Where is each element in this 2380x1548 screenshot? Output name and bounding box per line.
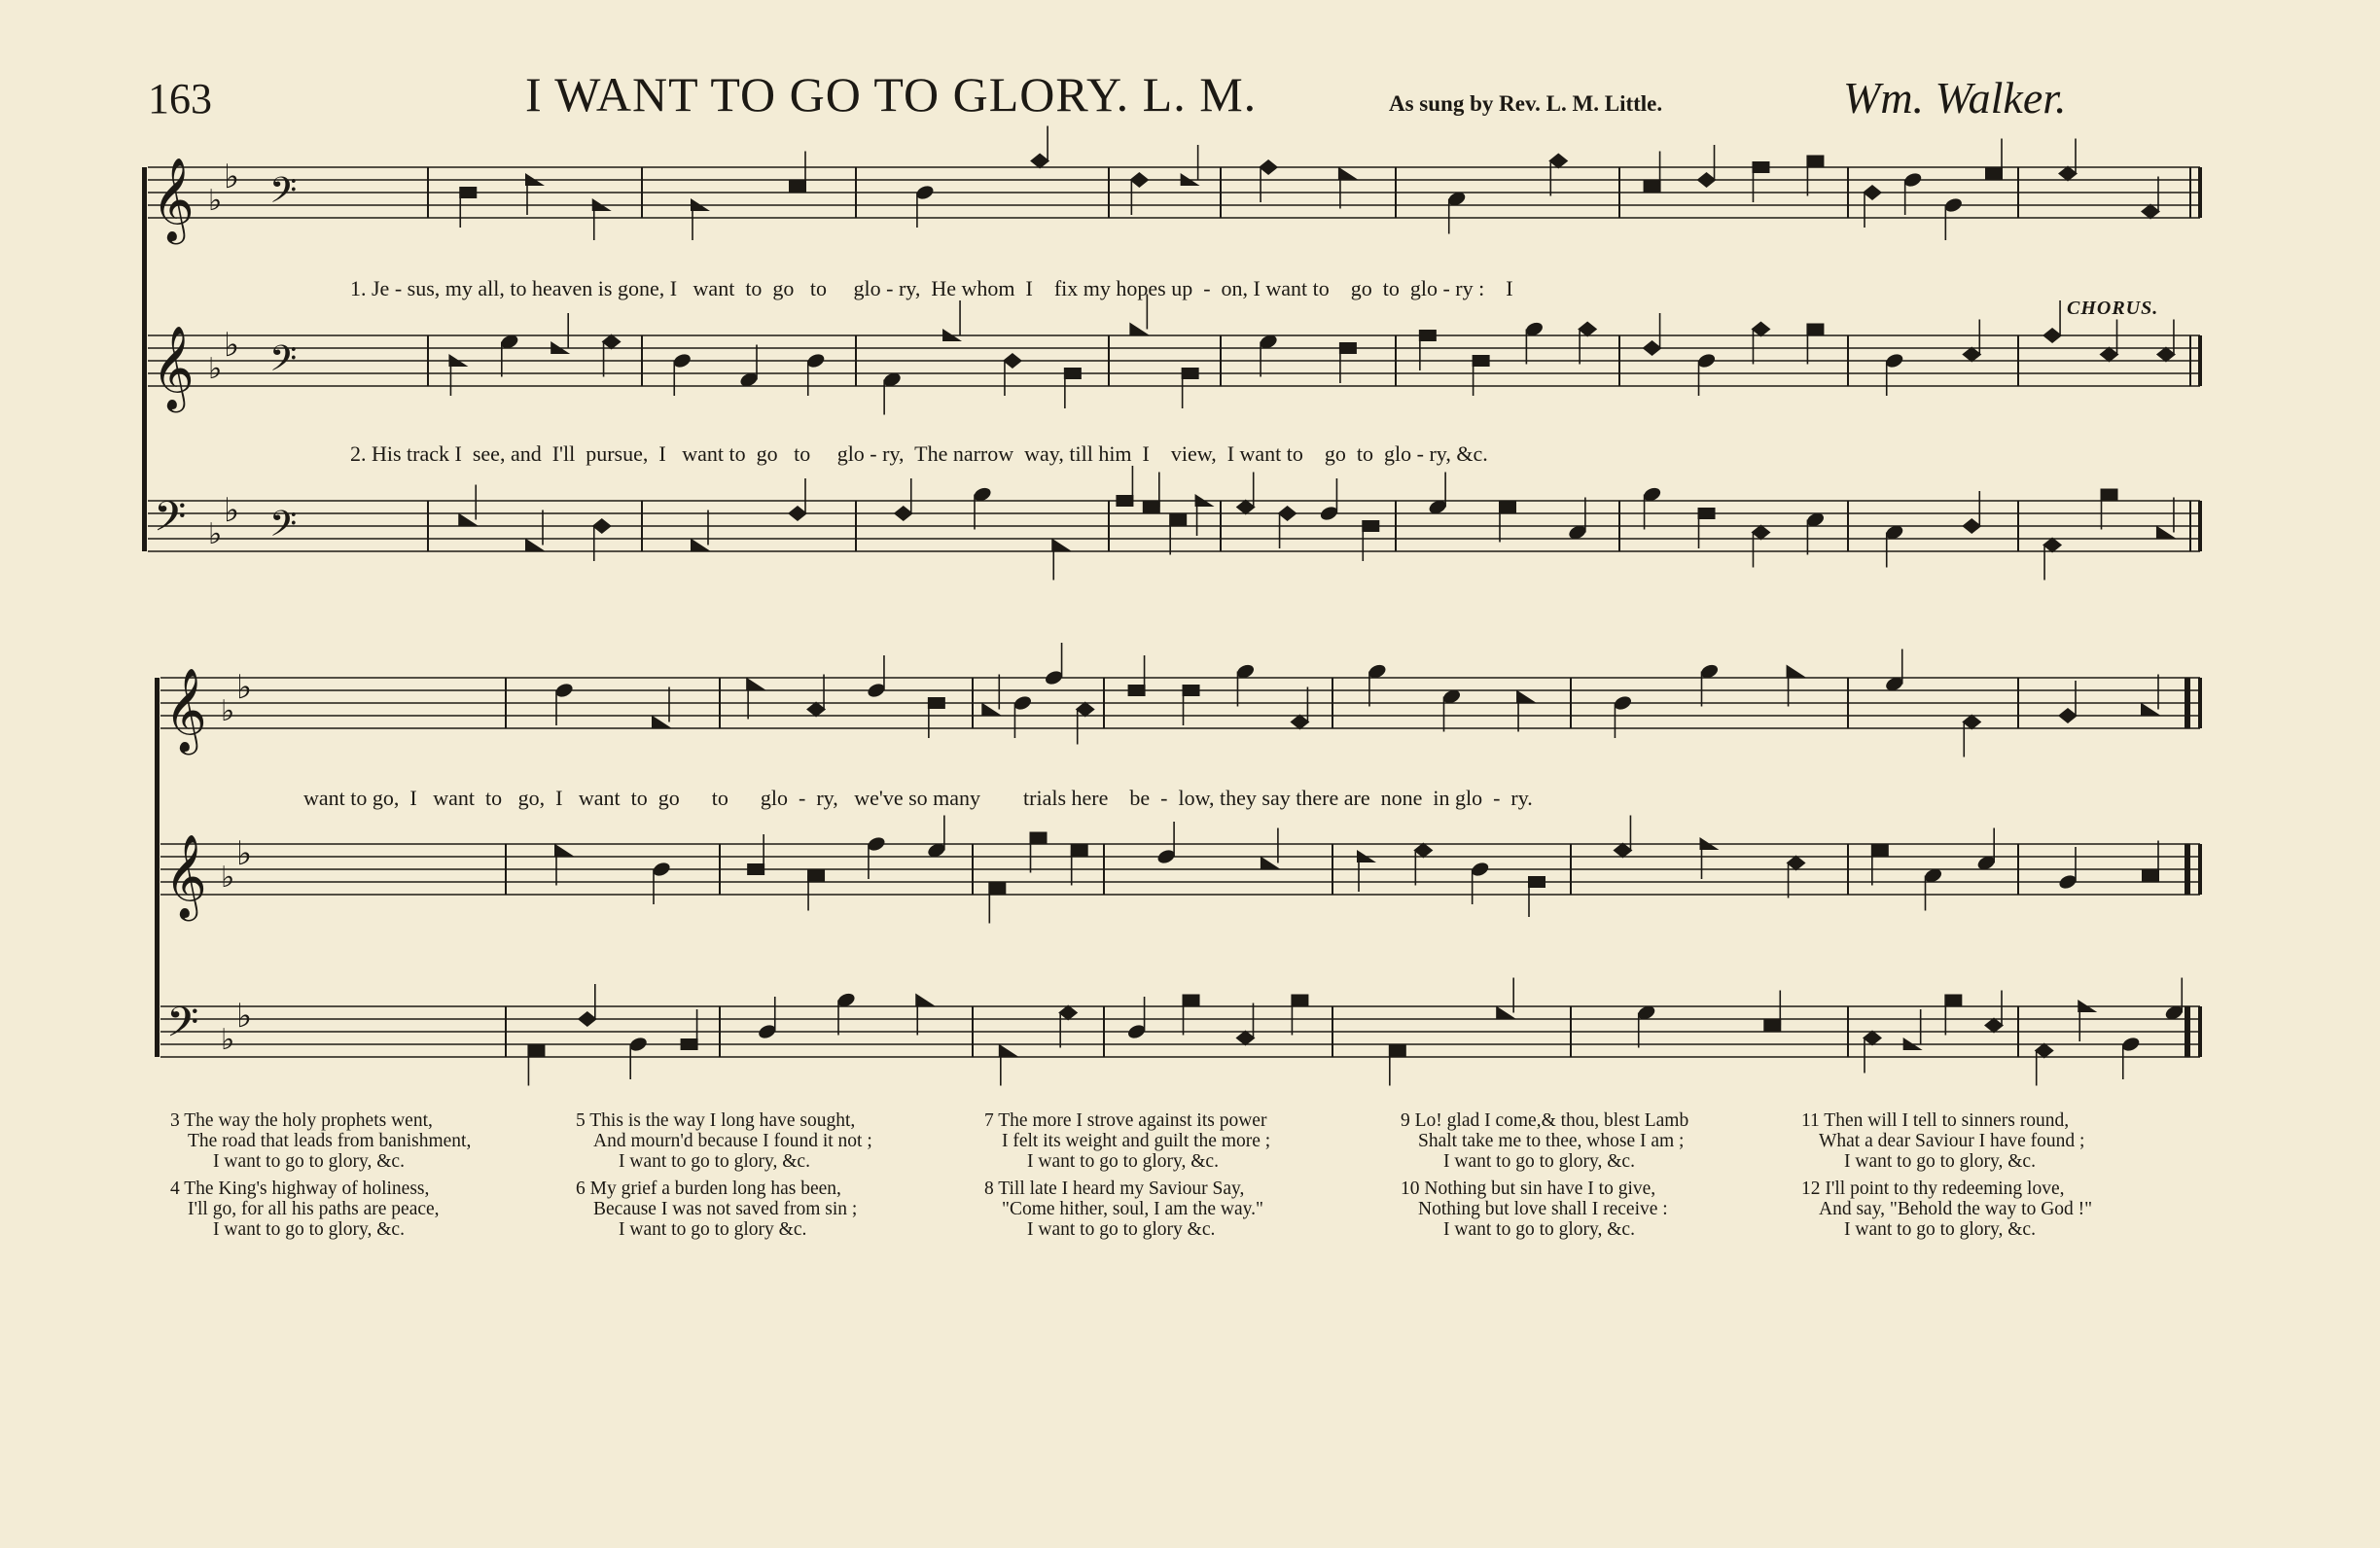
verse-line: I want to go to glory, &c. xyxy=(213,1219,405,1240)
diamond-note-icon xyxy=(1643,340,1662,356)
diamond-note-icon xyxy=(1613,843,1632,859)
flat-icon: ♭ xyxy=(236,667,253,707)
flat-icon: ♭ xyxy=(224,325,240,365)
square-note-icon xyxy=(1944,995,1962,1006)
square-note-icon xyxy=(1030,832,1048,844)
diamond-note-icon xyxy=(1236,500,1256,515)
diamond-note-icon xyxy=(1259,159,1278,175)
verse-block xyxy=(1801,1110,2084,1172)
triangle-note-icon xyxy=(1496,1006,1515,1019)
verse-line: 5 This is the way I long have sought, xyxy=(576,1110,856,1131)
time-signature-icon: 𝄢 xyxy=(269,337,298,388)
verse-line: I'll go, for all his paths are peace, xyxy=(188,1199,440,1219)
diamond-note-icon xyxy=(2035,1043,2054,1059)
treble-clef-icon: 𝄞 xyxy=(152,326,195,409)
verse-line: I want to go to glory, &c. xyxy=(1844,1219,2036,1240)
diamond-note-icon xyxy=(1863,1031,1882,1046)
triangle-note-icon xyxy=(458,513,478,526)
diamond-note-icon xyxy=(1290,715,1309,730)
square-note-icon xyxy=(459,187,477,198)
diamond-note-icon xyxy=(1578,322,1597,337)
verse-block xyxy=(984,1110,1270,1172)
time-signature-icon: 𝄢 xyxy=(269,503,298,553)
square-note-icon xyxy=(1291,995,1308,1006)
triangle-note-icon xyxy=(1516,690,1536,703)
square-note-icon xyxy=(1871,845,1889,857)
square-note-icon xyxy=(1071,845,1088,857)
square-note-icon xyxy=(1389,1045,1406,1057)
triangle-note-icon xyxy=(746,678,765,690)
diamond-note-icon xyxy=(592,518,612,534)
diamond-note-icon xyxy=(2043,538,2062,553)
final-bar-line xyxy=(2185,1006,2190,1057)
triangle-note-icon xyxy=(2156,526,2176,539)
verse-line: I want to go to glory, &c. xyxy=(1443,1151,1635,1172)
diamond-note-icon xyxy=(788,506,807,521)
verse-line: Nothing but love shall I receive : xyxy=(1418,1199,1668,1219)
verse-line: 3 The way the holy prophets went, xyxy=(170,1110,433,1131)
song-subtitle: As sung by Rev. L. M. Little. xyxy=(1389,91,1663,116)
final-bar-line xyxy=(2185,678,2190,728)
diamond-note-icon xyxy=(2043,328,2062,343)
square-note-icon xyxy=(789,181,806,193)
verse-line: 10 Nothing but sin have I to give, xyxy=(1401,1179,1656,1199)
verse-line: 12 I'll point to thy redeeming love, xyxy=(1801,1179,2065,1199)
square-note-icon xyxy=(2142,870,2159,882)
verse-line: Because I was not saved from sin ; xyxy=(593,1199,858,1219)
square-note-icon xyxy=(1419,330,1437,341)
song-title: I WANT TO GO TO GLORY. L. M. xyxy=(525,67,1258,122)
square-note-icon xyxy=(988,883,1006,895)
verse-block xyxy=(984,1179,1263,1240)
verse-block xyxy=(1801,1179,2092,1240)
square-note-icon xyxy=(1528,876,1545,888)
triangle-note-icon xyxy=(1129,323,1149,335)
square-note-icon xyxy=(1143,502,1160,513)
system-bracket xyxy=(155,678,160,1057)
system-bracket xyxy=(142,167,147,551)
lyric-line-verse-2: 2. His track I see, and I'll pursue, I want to go to glo - ry, The narrow way, till him I view, I want to go to glo - ry, &c. xyxy=(350,441,1488,466)
verse-line: I want to go to glory, &c. xyxy=(1027,1151,1219,1172)
flat-icon: ♭ xyxy=(221,694,235,729)
diamond-note-icon xyxy=(1962,518,1981,534)
square-note-icon xyxy=(681,1038,698,1050)
square-note-icon xyxy=(527,1045,545,1057)
final-bar-line xyxy=(2185,844,2190,895)
diamond-note-icon xyxy=(1129,172,1149,188)
diamond-note-icon xyxy=(2058,166,2078,182)
treble-clef-icon: 𝄞 xyxy=(152,158,195,241)
triangle-note-icon xyxy=(525,539,545,551)
square-note-icon xyxy=(1182,368,1199,379)
verse-line: I felt its weight and guilt the more ; xyxy=(1002,1131,1271,1151)
flat-icon: ♭ xyxy=(221,861,235,896)
square-note-icon xyxy=(1985,168,2003,180)
diamond-note-icon xyxy=(1076,702,1095,718)
square-note-icon xyxy=(807,870,825,882)
verse-block xyxy=(1401,1110,1688,1172)
verse-line: I want to go to glory &c. xyxy=(619,1219,807,1240)
triangle-note-icon xyxy=(915,994,935,1006)
verse-line: "Come hither, soul, I am the way." xyxy=(1002,1199,1263,1219)
verse-block xyxy=(576,1179,857,1240)
diamond-note-icon xyxy=(1962,715,1981,730)
triangle-note-icon xyxy=(999,1044,1018,1057)
flat-icon: ♭ xyxy=(208,352,223,387)
diamond-note-icon xyxy=(1030,154,1049,169)
verse-line: I want to go to glory &c. xyxy=(1027,1219,1216,1240)
square-note-icon xyxy=(1128,685,1146,696)
square-note-icon xyxy=(1806,324,1824,335)
diamond-note-icon xyxy=(1751,322,1770,337)
square-note-icon xyxy=(1339,342,1357,354)
triangle-note-icon xyxy=(1787,665,1806,678)
square-note-icon xyxy=(1169,514,1187,526)
diamond-note-icon xyxy=(578,1011,597,1027)
square-note-icon xyxy=(1806,156,1824,167)
diamond-note-icon xyxy=(1751,525,1770,541)
diamond-note-icon xyxy=(2156,347,2176,363)
triangle-note-icon xyxy=(1051,539,1071,551)
triangle-note-icon xyxy=(2141,703,2160,716)
square-note-icon xyxy=(1183,995,1200,1006)
verse-line: 6 My grief a burden long has been, xyxy=(576,1179,841,1199)
composer-name: Wm. Walker. xyxy=(1843,73,2067,123)
verse-block xyxy=(1401,1179,1668,1240)
bass-clef-icon: 𝄢 xyxy=(154,493,187,551)
diamond-note-icon xyxy=(1548,154,1568,169)
diamond-note-icon xyxy=(1863,185,1882,200)
diamond-note-icon xyxy=(1984,1018,2004,1034)
diamond-note-icon xyxy=(1697,172,1717,188)
lyric-line-chorus: want to go, I want to go, I want to go to glo - ry, we've so many trials here be - low, they say there are none in glo - ry. xyxy=(303,786,1533,810)
verse-block xyxy=(170,1110,471,1172)
square-note-icon xyxy=(1116,495,1133,507)
verse-line: What a dear Saviour I have found ; xyxy=(1819,1131,2085,1151)
flat-icon: ♭ xyxy=(208,184,223,219)
diamond-note-icon xyxy=(2100,347,2119,363)
diamond-note-icon xyxy=(1962,347,1981,363)
triangle-note-icon xyxy=(1261,857,1280,869)
triangle-note-icon xyxy=(981,703,1001,716)
diamond-note-icon xyxy=(2141,204,2160,220)
diamond-note-icon xyxy=(1278,506,1297,521)
square-note-icon xyxy=(1183,685,1200,696)
verse-line: I want to go to glory, &c. xyxy=(619,1151,810,1172)
page-number: 163 xyxy=(148,75,212,123)
verse-line: Shalt take me to thee, whose I am ; xyxy=(1418,1131,1685,1151)
bass-clef-icon: 𝄢 xyxy=(166,999,199,1057)
diamond-note-icon xyxy=(1235,1031,1255,1046)
verse-line: I want to go to glory, &c. xyxy=(1443,1219,1635,1240)
diamond-note-icon xyxy=(1003,353,1022,369)
time-signature-icon: 𝄢 xyxy=(269,169,298,220)
chorus-label: CHORUS. xyxy=(2067,298,2159,319)
verse-block xyxy=(170,1179,440,1240)
verse-line: 8 Till late I heard my Saviour Say, xyxy=(984,1179,1245,1199)
triangle-note-icon xyxy=(1338,167,1358,180)
verse-block xyxy=(576,1110,872,1172)
flat-icon: ♭ xyxy=(236,833,253,873)
flat-icon: ♭ xyxy=(221,1023,235,1058)
verse-line: I want to go to glory, &c. xyxy=(213,1151,405,1172)
diamond-note-icon xyxy=(806,702,826,718)
flat-icon: ♭ xyxy=(224,490,240,530)
square-note-icon xyxy=(1644,181,1661,193)
treble-clef-icon: 𝄞 xyxy=(164,834,207,918)
square-note-icon xyxy=(1473,355,1490,367)
verse-line: And mourn'd because I found it not ; xyxy=(593,1131,872,1151)
square-note-icon xyxy=(1064,368,1082,379)
verse-line: 7 The more I strove against its power xyxy=(984,1110,1267,1131)
square-note-icon xyxy=(1362,520,1379,532)
flat-icon: ♭ xyxy=(236,996,253,1036)
treble-clef-icon: 𝄞 xyxy=(164,668,207,752)
triangle-note-icon xyxy=(554,844,574,857)
flat-icon: ♭ xyxy=(224,157,240,196)
diamond-note-icon xyxy=(602,334,622,350)
diamond-note-icon xyxy=(1058,1005,1078,1021)
square-note-icon xyxy=(747,863,764,875)
verse-line: And say, "Behold the way to God !" xyxy=(1819,1199,2093,1219)
square-note-icon xyxy=(1763,1020,1781,1032)
verse-line: 11 Then will I tell to sinners round, xyxy=(1801,1110,2070,1131)
square-note-icon xyxy=(1752,161,1769,173)
verse-line: The road that leads from banishment, xyxy=(188,1131,472,1151)
lyric-line-verse-1: 1. Je - sus, my all, to heaven is gone, I want to go to glo - ry, He whom I fix my hopes up - on, I want to go to glo - ry : I xyxy=(350,276,1513,300)
square-note-icon xyxy=(1698,508,1716,519)
diamond-note-icon xyxy=(1787,856,1806,871)
verse-line: I want to go to glory, &c. xyxy=(1844,1151,2036,1172)
triangle-note-icon xyxy=(652,716,671,728)
diamond-note-icon xyxy=(1413,843,1433,859)
flat-icon: ♭ xyxy=(208,517,223,552)
verse-line: 9 Lo! glad I come,& thou, blest Lamb xyxy=(1401,1110,1689,1131)
verse-line: 4 The King's highway of holiness, xyxy=(170,1179,430,1199)
triangle-note-icon xyxy=(691,539,710,551)
diamond-note-icon xyxy=(894,506,913,521)
diamond-note-icon xyxy=(2058,708,2078,723)
square-note-icon xyxy=(2101,489,2118,501)
square-note-icon xyxy=(1499,502,1516,513)
square-note-icon xyxy=(928,697,945,709)
